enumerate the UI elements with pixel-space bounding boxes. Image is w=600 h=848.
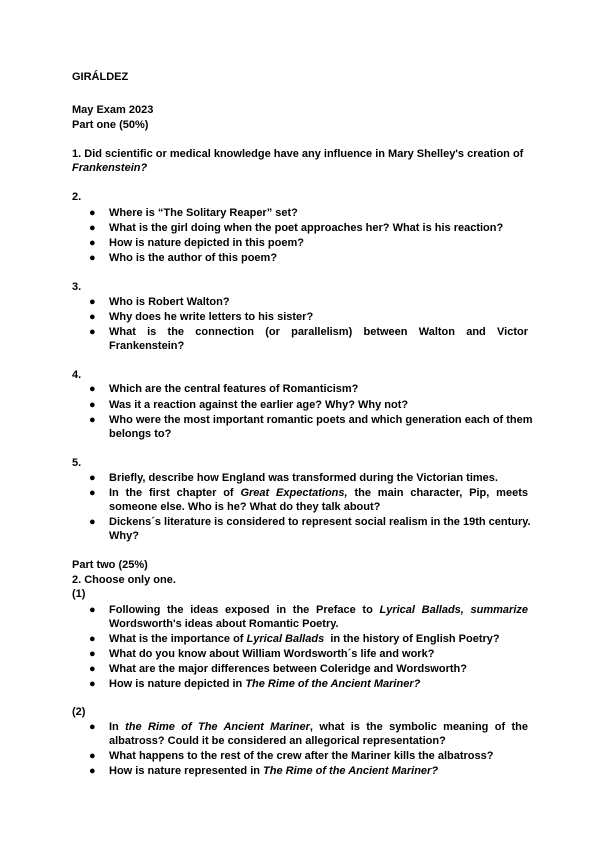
rime-title: The Rime of the Ancient Mariner? <box>263 765 439 777</box>
bullet-icon: ● <box>89 750 96 762</box>
question-3-item-continuation: Frankenstein? <box>109 340 185 352</box>
question-2-item: How is nature depicted in this poem? <box>109 237 304 249</box>
question-3-item: Why does he write letters to his sister? <box>109 311 314 323</box>
frankenstein-title: Frankenstein? <box>72 162 148 174</box>
text-span: How is nature depicted in <box>109 678 243 690</box>
bullet-icon: ● <box>89 516 96 528</box>
option-1-item <box>109 632 528 647</box>
question-4-number: 4. <box>72 369 82 381</box>
lyrical-ballads-title: Lyrical Ballads, summarize <box>379 604 528 616</box>
question-4-item-continuation: belongs to? <box>109 428 172 440</box>
question-1 <box>72 147 528 162</box>
great-expectations-title: Great Expectations, <box>240 487 348 499</box>
question-5-item-continuation: someone else. Who is he? What do they talk about? <box>109 501 381 513</box>
rime-title: the Rime of The Ancient Mariner <box>125 721 310 733</box>
question-2-item: Who is the author of this poem? <box>109 252 278 264</box>
question-1-text: Did scientific or medical knowledge have any influence in Mary Shelley's creation of <box>84 148 524 160</box>
bullet-icon: ● <box>89 678 96 690</box>
option-2-item-continuation: albatross? Could it be considered an allegorical representation? <box>109 735 446 747</box>
bullet-icon: ● <box>89 399 96 411</box>
question-5-item <box>109 486 528 501</box>
exam-title: May Exam 2023 <box>72 104 154 116</box>
question-2-number: 2. <box>72 191 82 203</box>
bullet-icon: ● <box>89 472 96 484</box>
option-2-item: What happens to the rest of the crew after the Mariner kills the albatross? <box>109 750 494 762</box>
option-2-label: (2) <box>72 706 86 718</box>
option-1-item <box>109 677 528 692</box>
question-5-item-continuation: Why? <box>109 530 139 542</box>
student-name: GIRÁLDEZ <box>72 71 129 83</box>
bullet-icon: ● <box>89 487 96 499</box>
option-1-item: What are the major differences between Coleridge and Wordsworth? <box>109 663 467 675</box>
option-1-item-continuation: Wordsworth's ideas about Romantic Poetry. <box>109 618 339 630</box>
text-span: In the first chapter of <box>109 487 234 499</box>
question-4-item: Was it a reaction against the earlier age? Why? Why not? <box>109 399 409 411</box>
option-1-item: What do you know about William Wordsworth´s life and work? <box>109 648 435 660</box>
question-3-number: 3. <box>72 281 82 293</box>
question-2-item: Where is “The Solitary Reaper” set? <box>109 207 298 219</box>
option-2-item <box>109 720 528 735</box>
question-4-item: Which are the central features of Romanticism? <box>109 383 359 395</box>
bullet-icon: ● <box>89 326 96 338</box>
bullet-icon: ● <box>89 414 96 426</box>
bullet-icon: ● <box>89 222 96 234</box>
text-span: , what is the symbolic meaning of the <box>309 721 528 733</box>
bullet-icon: ● <box>89 648 96 660</box>
text-span: What is the importance of <box>109 633 244 645</box>
text-span: in the history of English Poetry? <box>330 633 500 645</box>
option-1-item <box>109 603 528 618</box>
bullet-icon: ● <box>89 237 96 249</box>
question-5-number: 5. <box>72 457 82 469</box>
lyrical-ballads-title: Lyrical Ballads <box>246 633 325 645</box>
bullet-icon: ● <box>89 296 96 308</box>
bullet-icon: ● <box>89 604 96 616</box>
bullet-icon: ● <box>89 311 96 323</box>
question-4-item: Who were the most important romantic poets and which generation each of them <box>109 414 533 426</box>
option-1-label: (1) <box>72 588 86 600</box>
question-1-line2 <box>72 161 528 176</box>
text-span: the main character, Pip, meets <box>354 487 528 499</box>
part-one-heading: Part one (50%) <box>72 119 149 131</box>
bullet-icon: ● <box>89 252 96 264</box>
text-span: How is nature represented in <box>109 765 260 777</box>
bullet-icon: ● <box>89 765 96 777</box>
question-3-item: What is the connection (or parallelism) between Walton and Victor <box>109 326 528 338</box>
part-two-instruction: 2. Choose only one. <box>72 574 176 586</box>
rime-title: The Rime of the Ancient Mariner? <box>245 678 421 690</box>
text-span: Following the ideas exposed in the Preface to <box>109 604 373 616</box>
bullet-icon: ● <box>89 721 96 733</box>
question-2-item: What is the girl doing when the poet approaches her? What is his reaction? <box>109 222 504 234</box>
part-two-heading: Part two (25%) <box>72 559 148 571</box>
bullet-icon: ● <box>89 207 96 219</box>
bullet-icon: ● <box>89 633 96 645</box>
question-5-item: Briefly, describe how England was transformed during the Victorian times. <box>109 472 498 484</box>
text-span: In <box>109 721 119 733</box>
question-1-number: 1. <box>72 148 82 160</box>
question-5-item: Dickens´s literature is considered to represent social realism in the 19th century. <box>109 516 531 528</box>
question-3-item: Who is Robert Walton? <box>109 296 230 308</box>
bullet-icon: ● <box>89 383 96 395</box>
bullet-icon: ● <box>89 663 96 675</box>
option-2-item <box>109 764 528 779</box>
